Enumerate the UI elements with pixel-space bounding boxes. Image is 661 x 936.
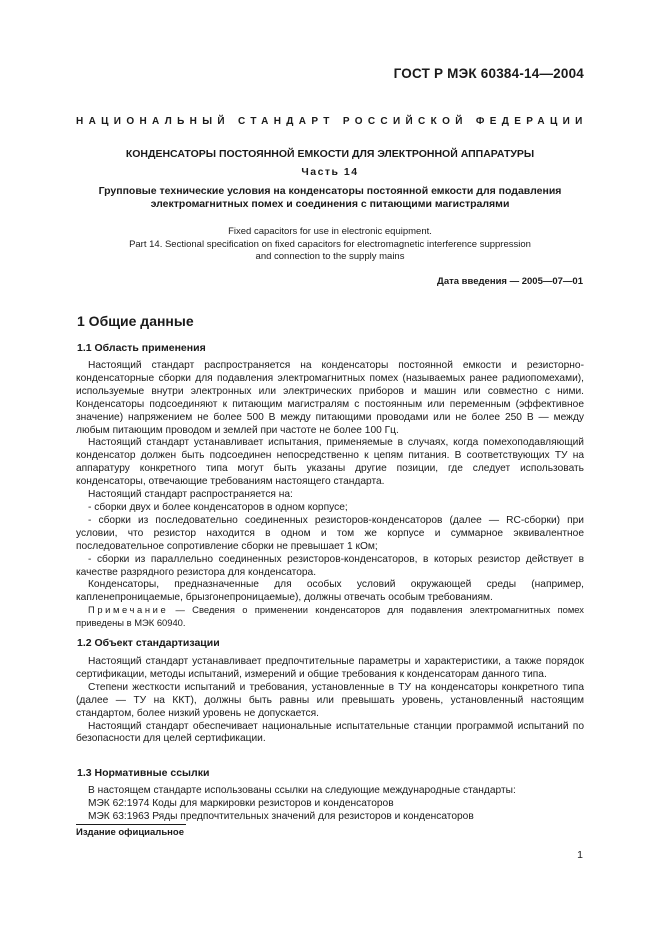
subsection-heading: 1.2 Объект стандартизации bbox=[77, 637, 220, 649]
note-text: — Сведения о применении конденсаторов для подавления электромагнитных помех приведены в МЭК 60940. bbox=[76, 604, 584, 628]
subtitle-line: электромагнитных помех и соединения с питающими магистралями bbox=[150, 198, 510, 210]
paragraph: Настоящий стандарт распространяется на: bbox=[88, 489, 293, 501]
subtitle-line: Групповые технические условия на конденсаторы постоянной емкости для подавления bbox=[98, 185, 562, 197]
introduction-date: Дата введения — 2005—07—01 bbox=[437, 276, 583, 287]
subsection-body bbox=[76, 656, 584, 746]
subsection-heading: 1.3 Нормативные ссылки bbox=[77, 767, 210, 779]
section-heading: 1 Общие данные bbox=[77, 313, 194, 329]
reference-item: МЭК 62:1974 Коды для маркировки резисторов и конденсаторов bbox=[88, 797, 394, 809]
document-title: КОНДЕНСАТОРЫ ПОСТОЯННОЙ ЕМКОСТИ ДЛЯ ЭЛЕКТРОННОЙ АППАРАТУРЫ bbox=[125, 148, 535, 160]
paragraph: В настоящем стандарте использованы ссылки на следующие международные стандарты: bbox=[88, 785, 516, 796]
subsection-body bbox=[76, 360, 584, 605]
footer-divider bbox=[76, 824, 186, 825]
official-edition-label: Издание официальное bbox=[76, 827, 184, 838]
paragraph: Степени жесткости испытаний и требования, установленные в ТУ на конденсаторы конкретного типа (далее — ТУ на ККТ), должны быть равны или превышать уровень, установленный настоящим стандартом, более низкий уровень не допускается. bbox=[76, 681, 584, 719]
paragraph: Настоящий стандарт устанавливает предпочтительные параметры и характеристики, а также порядок сертификации, методы испытаний, измерений и общие требования к конденсаторам данного типа. bbox=[76, 656, 584, 680]
paragraph: Настоящий стандарт обеспечивает национальные испытательные станции программой испытаний по безопасности для целей сертификации. bbox=[76, 720, 584, 745]
part-label: Часть 14 bbox=[301, 166, 359, 178]
reference-item: МЭК 63:1963 Ряды предпочтительных значений для резисторов и конденсаторов bbox=[88, 810, 474, 822]
english-title-line: Fixed capacitors for use in electronic equipment. bbox=[228, 226, 432, 237]
national-standard-header: НАЦИОНАЛЬНЫЙ СТАНДАРТ РОССИЙСКОЙ ФЕДЕРАЦИИ bbox=[76, 116, 588, 127]
list-item: - сборки из последовательно соединенных резисторов-конденсаторов (далее — RC-сборки) при условии, что резистор находится в одном и том же корпусе и суммарное эквивалентное последовательное сопротивление сборки не превышает 1 кОм; bbox=[76, 514, 584, 552]
paragraph: Конденсаторы, предназначенные для особых условий окружающей среды (например, капленепроницаемые, брызгонепроницаемые), должны отвечать особым требованиям. bbox=[76, 579, 584, 604]
paragraph: Настоящий стандарт распространяется на конденсаторы постоянной емкости и резисторно-конденсаторные сборки для подавления электромагнитных помех (называемых ранее радиопомехами), используемые внутри электронных или электрических приборов и машин или совместно с ними. Конденсаторы подсоединяют к питающим магистралям с постоянным или переменным (эффективное значение) напряжением не более 500 В между питающими проводами или не более 250 В — между любым питающим проводом и землей при частоте не более 100 Гц. bbox=[76, 360, 584, 436]
document-subtitle bbox=[76, 185, 584, 211]
english-title-line: Part 14. Sectional specification on fixed capacitors for electromagnetic interference suppression bbox=[129, 238, 531, 250]
page-number: 1 bbox=[577, 849, 583, 861]
list-item: - сборки двух и более конденсаторов в одном корпусе; bbox=[88, 501, 348, 513]
english-title bbox=[76, 226, 584, 264]
document-number: ГОСТ Р МЭК 60384-14—2004 bbox=[393, 66, 584, 81]
subsection-body bbox=[76, 785, 584, 824]
list-item: - сборки из параллельно соединенных резисторов-конденсаторов, в которых резистор действует в качестве разрядного резистора для конденсатора. bbox=[76, 553, 584, 578]
paragraph: Настоящий стандарт устанавливает испытания, применяемые в случаях, когда помехоподавляющий конденсатор должен быть подсоединен непосредственно к цепям питания. В соответствующих ТУ на аппаратуру конкретного типа могут быть указаны другие позиции, где следует использовать конденсаторы, отвечающие требованиям настоящего стандарта. bbox=[76, 437, 584, 488]
subsection-heading: 1.1 Область применения bbox=[77, 342, 206, 354]
note-label: Примечание bbox=[88, 604, 169, 615]
english-title-line: and connection to the supply mains bbox=[255, 251, 405, 262]
note bbox=[76, 604, 584, 629]
